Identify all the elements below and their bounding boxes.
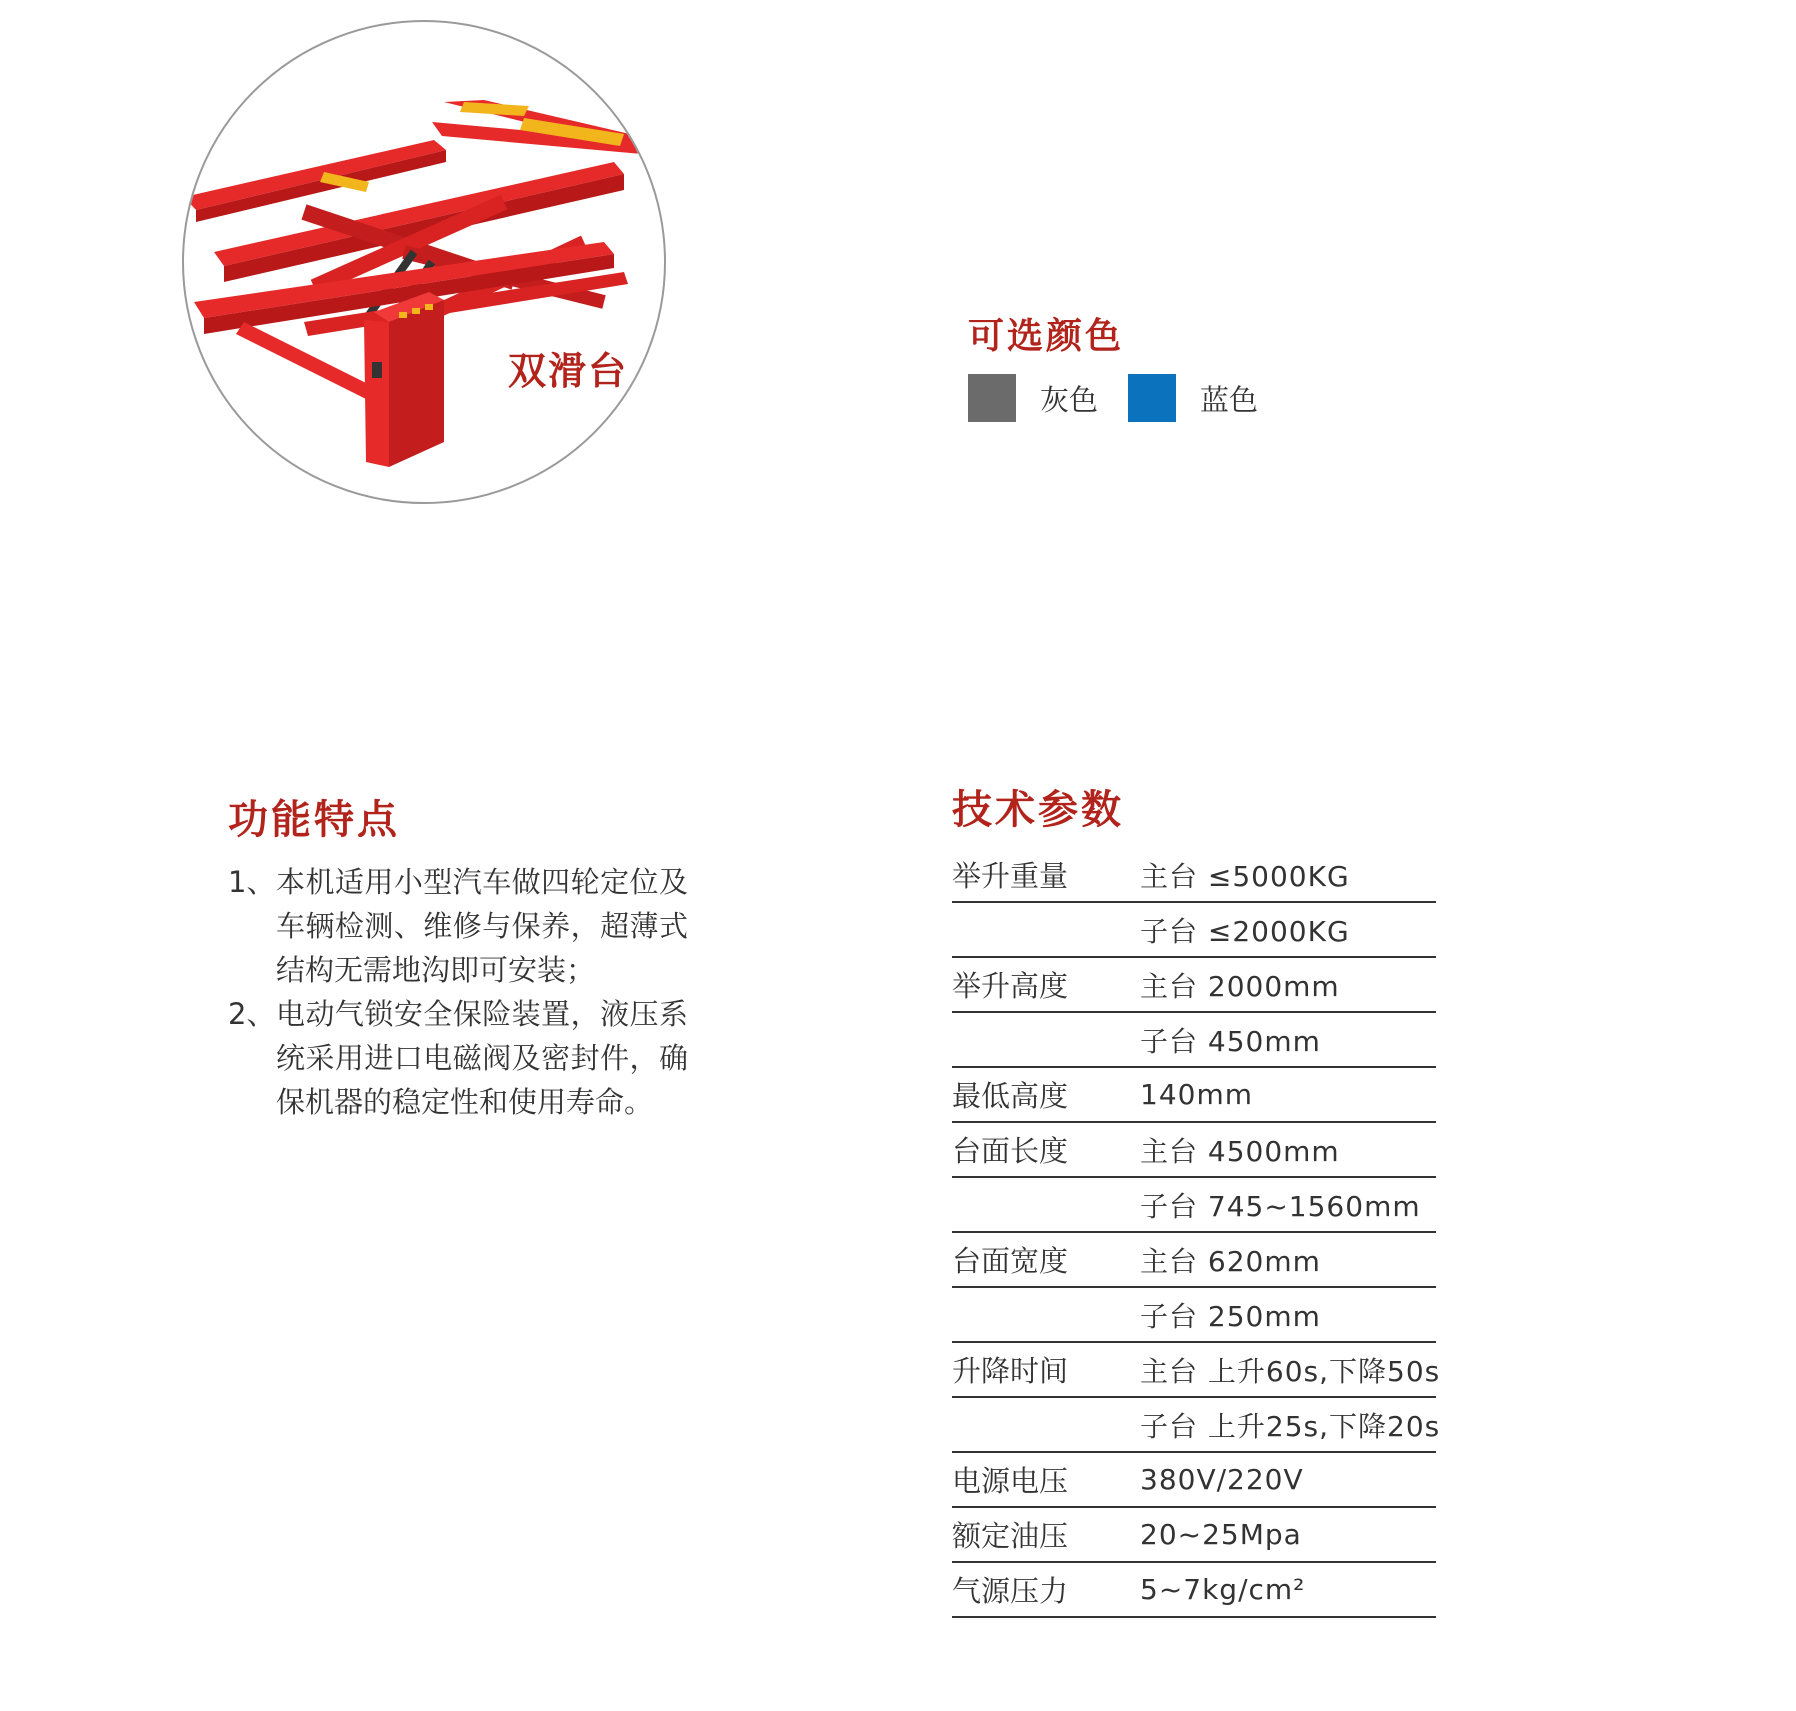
spec-value: 主台 ≤5000KG [1140,859,1350,893]
spec-row [952,848,1436,903]
feature-item [228,860,688,992]
spec-row [952,1343,1441,1398]
feature-text: 本机适用小型汽车做四轮定位及车辆检测、维修与保养，超薄式结构无需地沟即可安装； [276,865,688,987]
product-caption: 双滑台 [508,349,629,393]
spec-label: 气源压力 [952,1574,1069,1608]
spec-row [952,1068,1436,1123]
spec-value: 主台 2000mm [1140,969,1340,1003]
spec-row [952,1178,1436,1233]
spec-label: 电源电压 [952,1464,1069,1498]
spec-value: 子台 上升25s,下降20s [1140,1409,1441,1443]
spec-row [952,1453,1436,1508]
spec-value: 主台 4500mm [1140,1134,1340,1168]
spec-row [952,1563,1436,1618]
spec-value: 380V/220V [1140,1463,1304,1496]
spec-label: 升降时间 [952,1354,1069,1388]
spec-row [952,1398,1441,1453]
spec-row [952,1013,1436,1068]
color-label-blue: 蓝色 [1200,382,1259,417]
spec-label: 举升重量 [952,859,1069,893]
color-swatch-blue [1128,374,1176,422]
scissor-lift-illustration [184,22,664,502]
color-label-gray: 灰色 [1040,382,1099,417]
spec-value: 子台 250mm [1140,1299,1321,1333]
spec-value: 主台 上升60s,下降50s [1140,1354,1441,1388]
spec-value: 140mm [1140,1078,1253,1111]
feature-number: 2、 [228,997,276,1031]
spec-value: 主台 620mm [1140,1244,1321,1278]
spec-label: 举升高度 [952,969,1069,1003]
color-swatch-gray [968,374,1016,422]
spec-row [952,1123,1436,1178]
spec-value: 20~25Mpa [1140,1518,1302,1551]
spec-label: 台面宽度 [952,1244,1069,1278]
features-title: 功能特点 [228,797,400,843]
spec-row [952,1233,1436,1288]
feature-text: 电动气锁安全保险装置，液压系统采用进口电磁阀及密封件，确保机器的稳定性和使用寿命。 [276,997,688,1119]
feature-item [228,992,688,1124]
spec-label: 最低高度 [952,1079,1069,1113]
spec-row [952,1288,1436,1343]
features-list [228,860,688,1124]
color-options [968,374,1288,422]
color-options-title: 可选颜色 [968,316,1125,357]
feature-number: 1、 [228,865,276,899]
spec-value: 5~7kg/cm² [1140,1573,1306,1606]
product-image [182,20,666,504]
spec-label: 额定油压 [952,1519,1069,1553]
spec-row [952,958,1436,1013]
spec-row [952,903,1436,958]
spec-value: 子台 745~1560mm [1140,1189,1421,1223]
spec-value: 子台 ≤2000KG [1140,914,1350,948]
spec-label: 台面长度 [952,1134,1069,1168]
spec-row [952,1508,1436,1563]
specs-title: 技术参数 [952,787,1124,833]
specs-table [952,848,1441,1618]
spec-value: 子台 450mm [1140,1024,1321,1058]
